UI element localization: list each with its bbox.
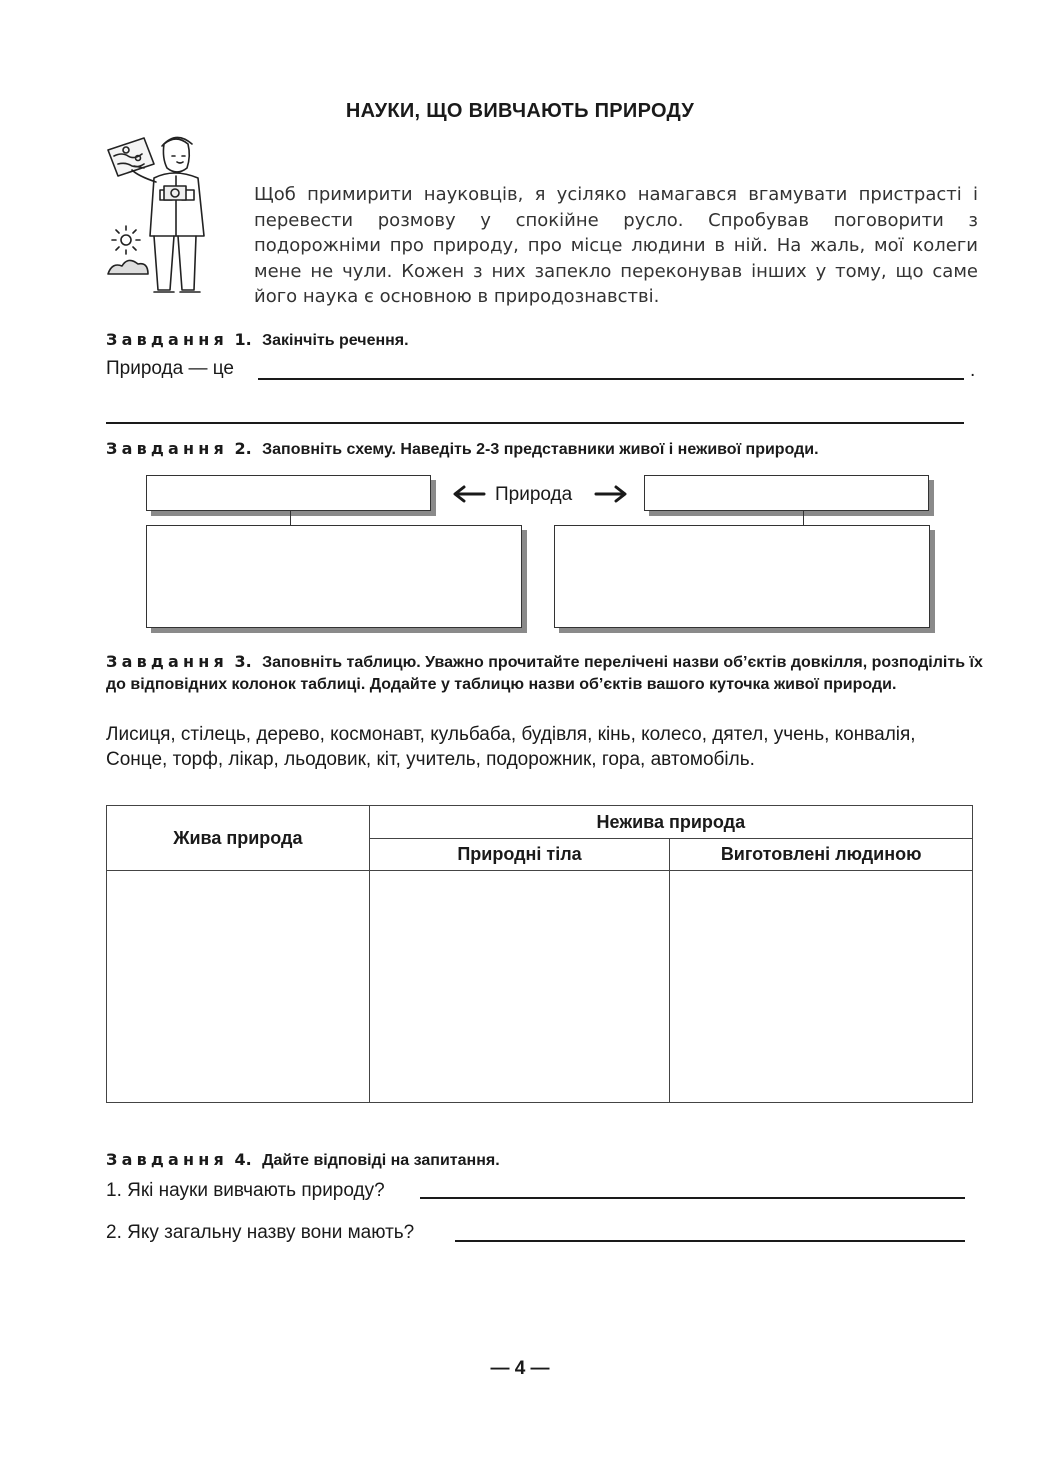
- manmade-cell[interactable]: [670, 871, 973, 1103]
- intro-paragraph: Щоб примирити науковців, я усіляко намагався вгамувати пристрасті і перевести розмову у спокійне русло. Спробував поговорити з подорожніми про природу, про місце людини в ній. На жаль, мої колеги мене не чули. Кожен з них запекло переконував інших у тому, що саме його наука є основною в природознавстві.: [254, 184, 978, 307]
- scheme-connector-right: [803, 511, 804, 525]
- scheme-live-examples-box[interactable]: [146, 525, 522, 628]
- sub-manmade-header: Виготовлені людиною: [670, 839, 973, 871]
- col-nonlive-header: Нежива природа: [369, 806, 972, 839]
- sub-natural-header: Природні тіла: [369, 839, 670, 871]
- col-live-header: Жива природа: [107, 806, 370, 871]
- task1-prompt: Природа — це: [106, 358, 234, 379]
- arrow-right-icon: [594, 484, 628, 504]
- task2-heading: Завдання 2. Заповніть схему. Наведіть 2-3 представники живої і неживої природи.: [106, 439, 819, 458]
- task4-question-2: 2. Яку загальну назву вони мають?: [106, 1222, 415, 1243]
- natural-cell[interactable]: [369, 871, 670, 1103]
- scheme-connector-left: [290, 511, 291, 525]
- task3-words-line-2: Сонце, торф, лікар, льодовик, кіт, учитель, подорожник, гора, автомобіль.: [106, 749, 755, 770]
- arrow-left-icon: [452, 484, 486, 504]
- task1-answer-line-2[interactable]: [106, 422, 964, 424]
- scheme-nonlive-examples-box[interactable]: [554, 525, 930, 628]
- task1-answer-line-1[interactable]: [258, 378, 964, 380]
- task4-heading: Завдання 4. Дайте відповіді на запитання.: [106, 1150, 500, 1169]
- task4-answer-line-2[interactable]: [455, 1240, 965, 1242]
- task4-question-1: 1. Які науки вивчають природу?: [106, 1180, 385, 1201]
- nature-table: [106, 805, 973, 1103]
- live-cell[interactable]: [107, 871, 370, 1103]
- page-title: НАУКИ, ЩО ВИВЧАЮТЬ ПРИРОДУ: [345, 100, 695, 122]
- task3-heading: Завдання 3. Заповніть таблицю. Уважно прочитайте перелічені назви об’єктів довкілля, розподіліть їх до відповідних колонок таблиці. Додайте у таблицю назви об’єктів вашого куточка живої природи.: [106, 652, 983, 693]
- scientist-illustration: [104, 128, 212, 302]
- scheme-live-header-box[interactable]: [146, 475, 431, 511]
- page-number: — 4 —: [490, 1358, 550, 1379]
- task3-words-line-1: Лисиця, стілець, дерево, космонавт, кульбаба, будівля, кінь, колесо, дятел, учень, конвалія,: [106, 724, 916, 745]
- scheme-nonlive-header-box[interactable]: [644, 475, 929, 511]
- task4-answer-line-1[interactable]: [420, 1197, 965, 1199]
- task1-heading: Завдання 1. Закінчіть речення.: [106, 330, 409, 349]
- scheme-center-label: Природа: [495, 484, 573, 505]
- task1-end-mark: .: [970, 360, 976, 381]
